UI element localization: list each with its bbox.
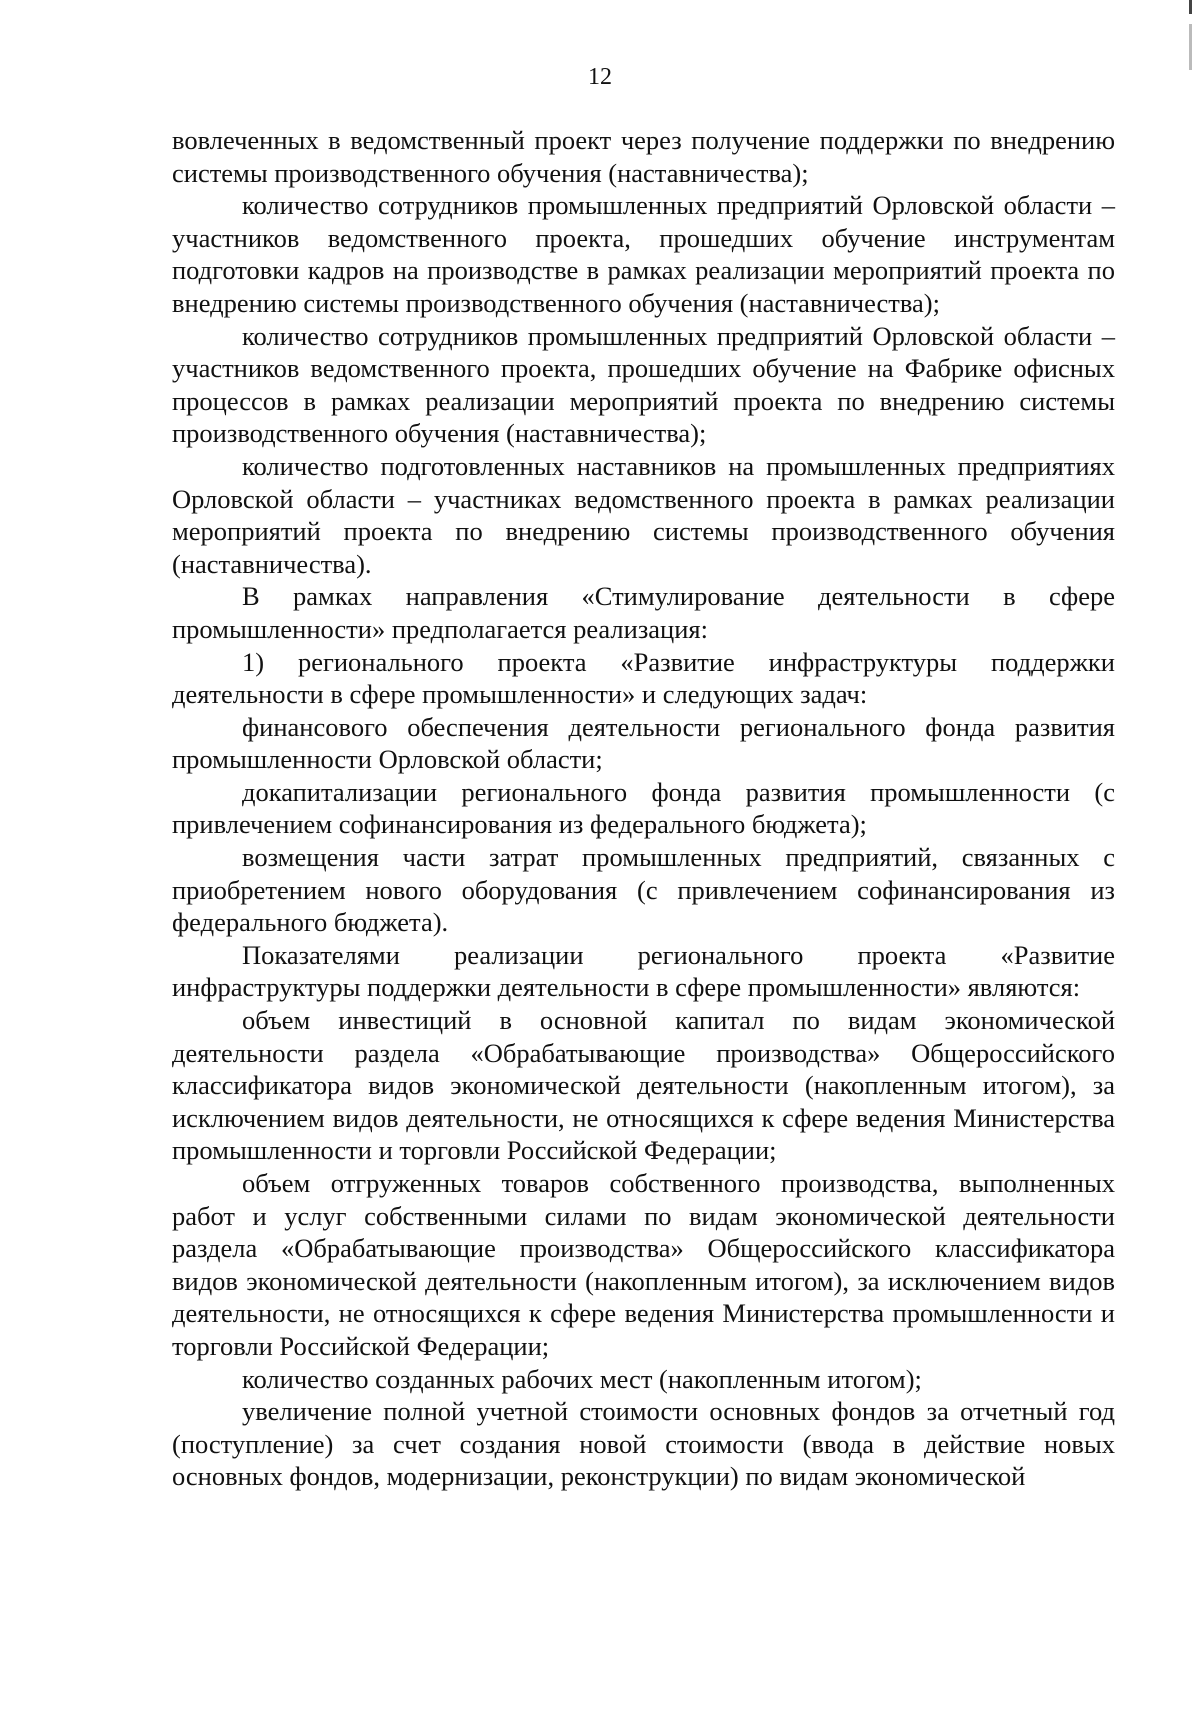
paragraph: финансового обеспечения деятельности регионального фонда развития промышленности Орловской области; — [172, 711, 1115, 775]
paragraph: В рамках направления «Стимулирование деятельности в сфере промышленности» предполагается реализация: — [172, 581, 1115, 644]
paragraph: количество сотрудников промышленных предприятий Орловской области – участников ведомственного проекта, прошедших обучение инструментам подготовки кадров на производстве в рамках реализации мероприятий проекта по внедрению системы производственного обучения (наставничества); — [172, 190, 1115, 318]
document-body — [172, 124, 1115, 1493]
paragraph: 1) регионального проекта «Развитие инфраструктуры поддержки деятельности в сфере промышленности» и следующих задач: — [172, 646, 1115, 710]
paragraph: Показателями реализации регионального проекта «Развитие инфраструктуры поддержки деятельности в сфере промышленности» являются: — [172, 939, 1115, 1003]
paragraph: количество подготовленных наставников на промышленных предприятиях Орловской области – участниках ведомственного проекта в рамках реализации мероприятий проекта по внедрению системы производственного обучения (наставничества). — [172, 450, 1115, 579]
paragraph: вовлеченных в ведомственный проект через получение поддержки по внедрению системы производственного обучения (наставничества); — [172, 125, 1115, 188]
scan-edge-mark — [1189, 0, 1192, 70]
paragraph: объем отгруженных товаров собственного производства, выполненных работ и услуг собственными силами по видам экономической деятельности раздела «Обрабатывающие производства» Общероссийского классификатора видов экономической деятельности (накопленным итогом), за исключением видов деятельности, не относящихся к сфере ведения Министерства промышленности и торговли Российской Федерации; — [172, 1168, 1115, 1361]
paragraph: докапитализации регионального фонда развития промышленности (с привлечением софинансирования из федерального бюджета); — [172, 776, 1115, 840]
page-number: 12 — [588, 64, 612, 90]
paragraph: возмещения части затрат промышленных предприятий, связанных с приобретением нового оборудования (с привлечением софинансирования из федерального бюджета). — [172, 842, 1115, 938]
paragraph: количество созданных рабочих мест (накопленным итогом); — [242, 1363, 922, 1394]
paragraph: увеличение полной учетной стоимости основных фондов за отчетный год (поступление) за счет создания новой стоимости (ввода в действие новых основных фондов, модернизации, реконструкции) по видам экономической — [172, 1396, 1115, 1492]
paragraph: количество сотрудников промышленных предприятий Орловской области – участников ведомственного проекта, прошедших обучение на Фабрике офисных процессов в рамках реализации мероприятий проекта по внедрению системы производственного обучения (наставничества); — [172, 320, 1115, 449]
paragraph: объем инвестиций в основной капитал по видам экономической деятельности раздела «Обрабатывающие производства» Общероссийского классификатора видов экономической деятельности (накопленным итогом), за исключением видов деятельности, не относящихся к сфере ведения Министерства промышленности и торговли Российской Федерации; — [172, 1005, 1115, 1166]
